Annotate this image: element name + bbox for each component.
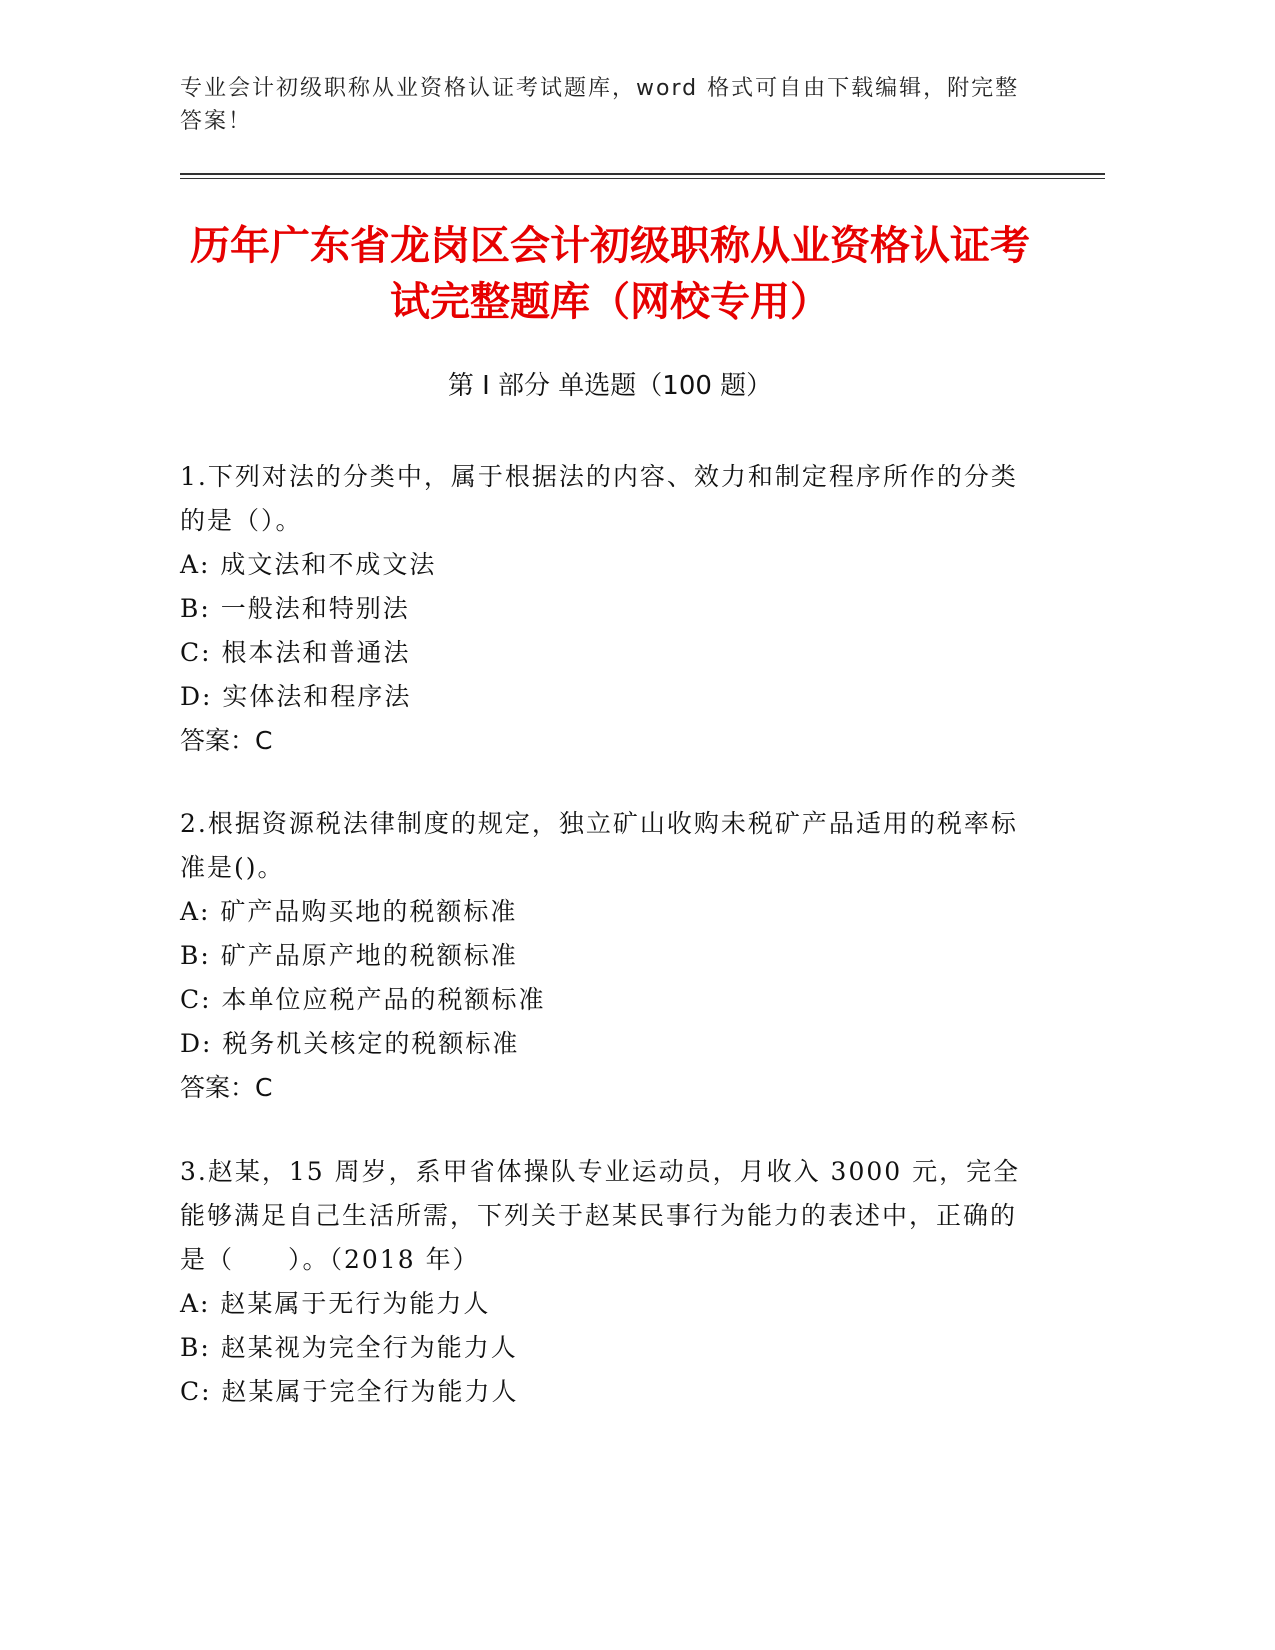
question-stem: 2.根据资源税法律制度的规定，独立矿山收购未税矿产品适用的税率标准是()。 — [180, 809, 1018, 882]
option-b: B: 一般法和特别法 — [180, 594, 410, 623]
option-b: B: 赵某视为完全行为能力人 — [180, 1333, 518, 1362]
question-stem: 3.赵某，15 周岁，系甲省体操队专业运动员，月收入 3000 元，完全能够满足自己生活所需，下列关于赵某民事行为能力的表述中，正确的是（ ）。（2018 年） — [180, 1157, 1021, 1274]
header-divider-thin — [180, 178, 1105, 179]
option-a: A: 赵某属于无行为能力人 — [180, 1289, 491, 1318]
section-title: 第 I 部分 单选题（100 题） — [447, 371, 773, 401]
answer: 答案：C — [180, 726, 273, 755]
header-divider-thick — [180, 173, 1105, 175]
option-d: D: 实体法和程序法 — [180, 682, 412, 711]
option-c: C: 根本法和普通法 — [180, 638, 411, 667]
option-d: D: 税务机关核定的税额标准 — [180, 1029, 520, 1058]
question-stem: 1.下列对法的分类中，属于根据法的内容、效力和制定程序所作的分类的是（）。 — [180, 462, 1018, 535]
question-1 — [180, 455, 1040, 763]
question-2 — [180, 802, 1040, 1110]
question-3 — [180, 1150, 1040, 1414]
option-b: B: 矿产品原产地的税额标准 — [180, 941, 518, 970]
document-title: 历年广东省龙岗区会计初级职称从业资格认证考试完整题库（网校专用） — [190, 223, 1030, 325]
option-c: C: 本单位应税产品的税额标准 — [180, 985, 546, 1014]
header-note: 专业会计初级职称从业资格认证考试题库，word 格式可自由下载编辑，附完整答案！ — [180, 76, 1020, 134]
option-c: C: 赵某属于完全行为能力人 — [180, 1377, 519, 1406]
answer: 答案：C — [180, 1073, 273, 1102]
option-a: A: 成文法和不成文法 — [180, 550, 437, 579]
option-a: A: 矿产品购买地的税额标准 — [180, 897, 518, 926]
